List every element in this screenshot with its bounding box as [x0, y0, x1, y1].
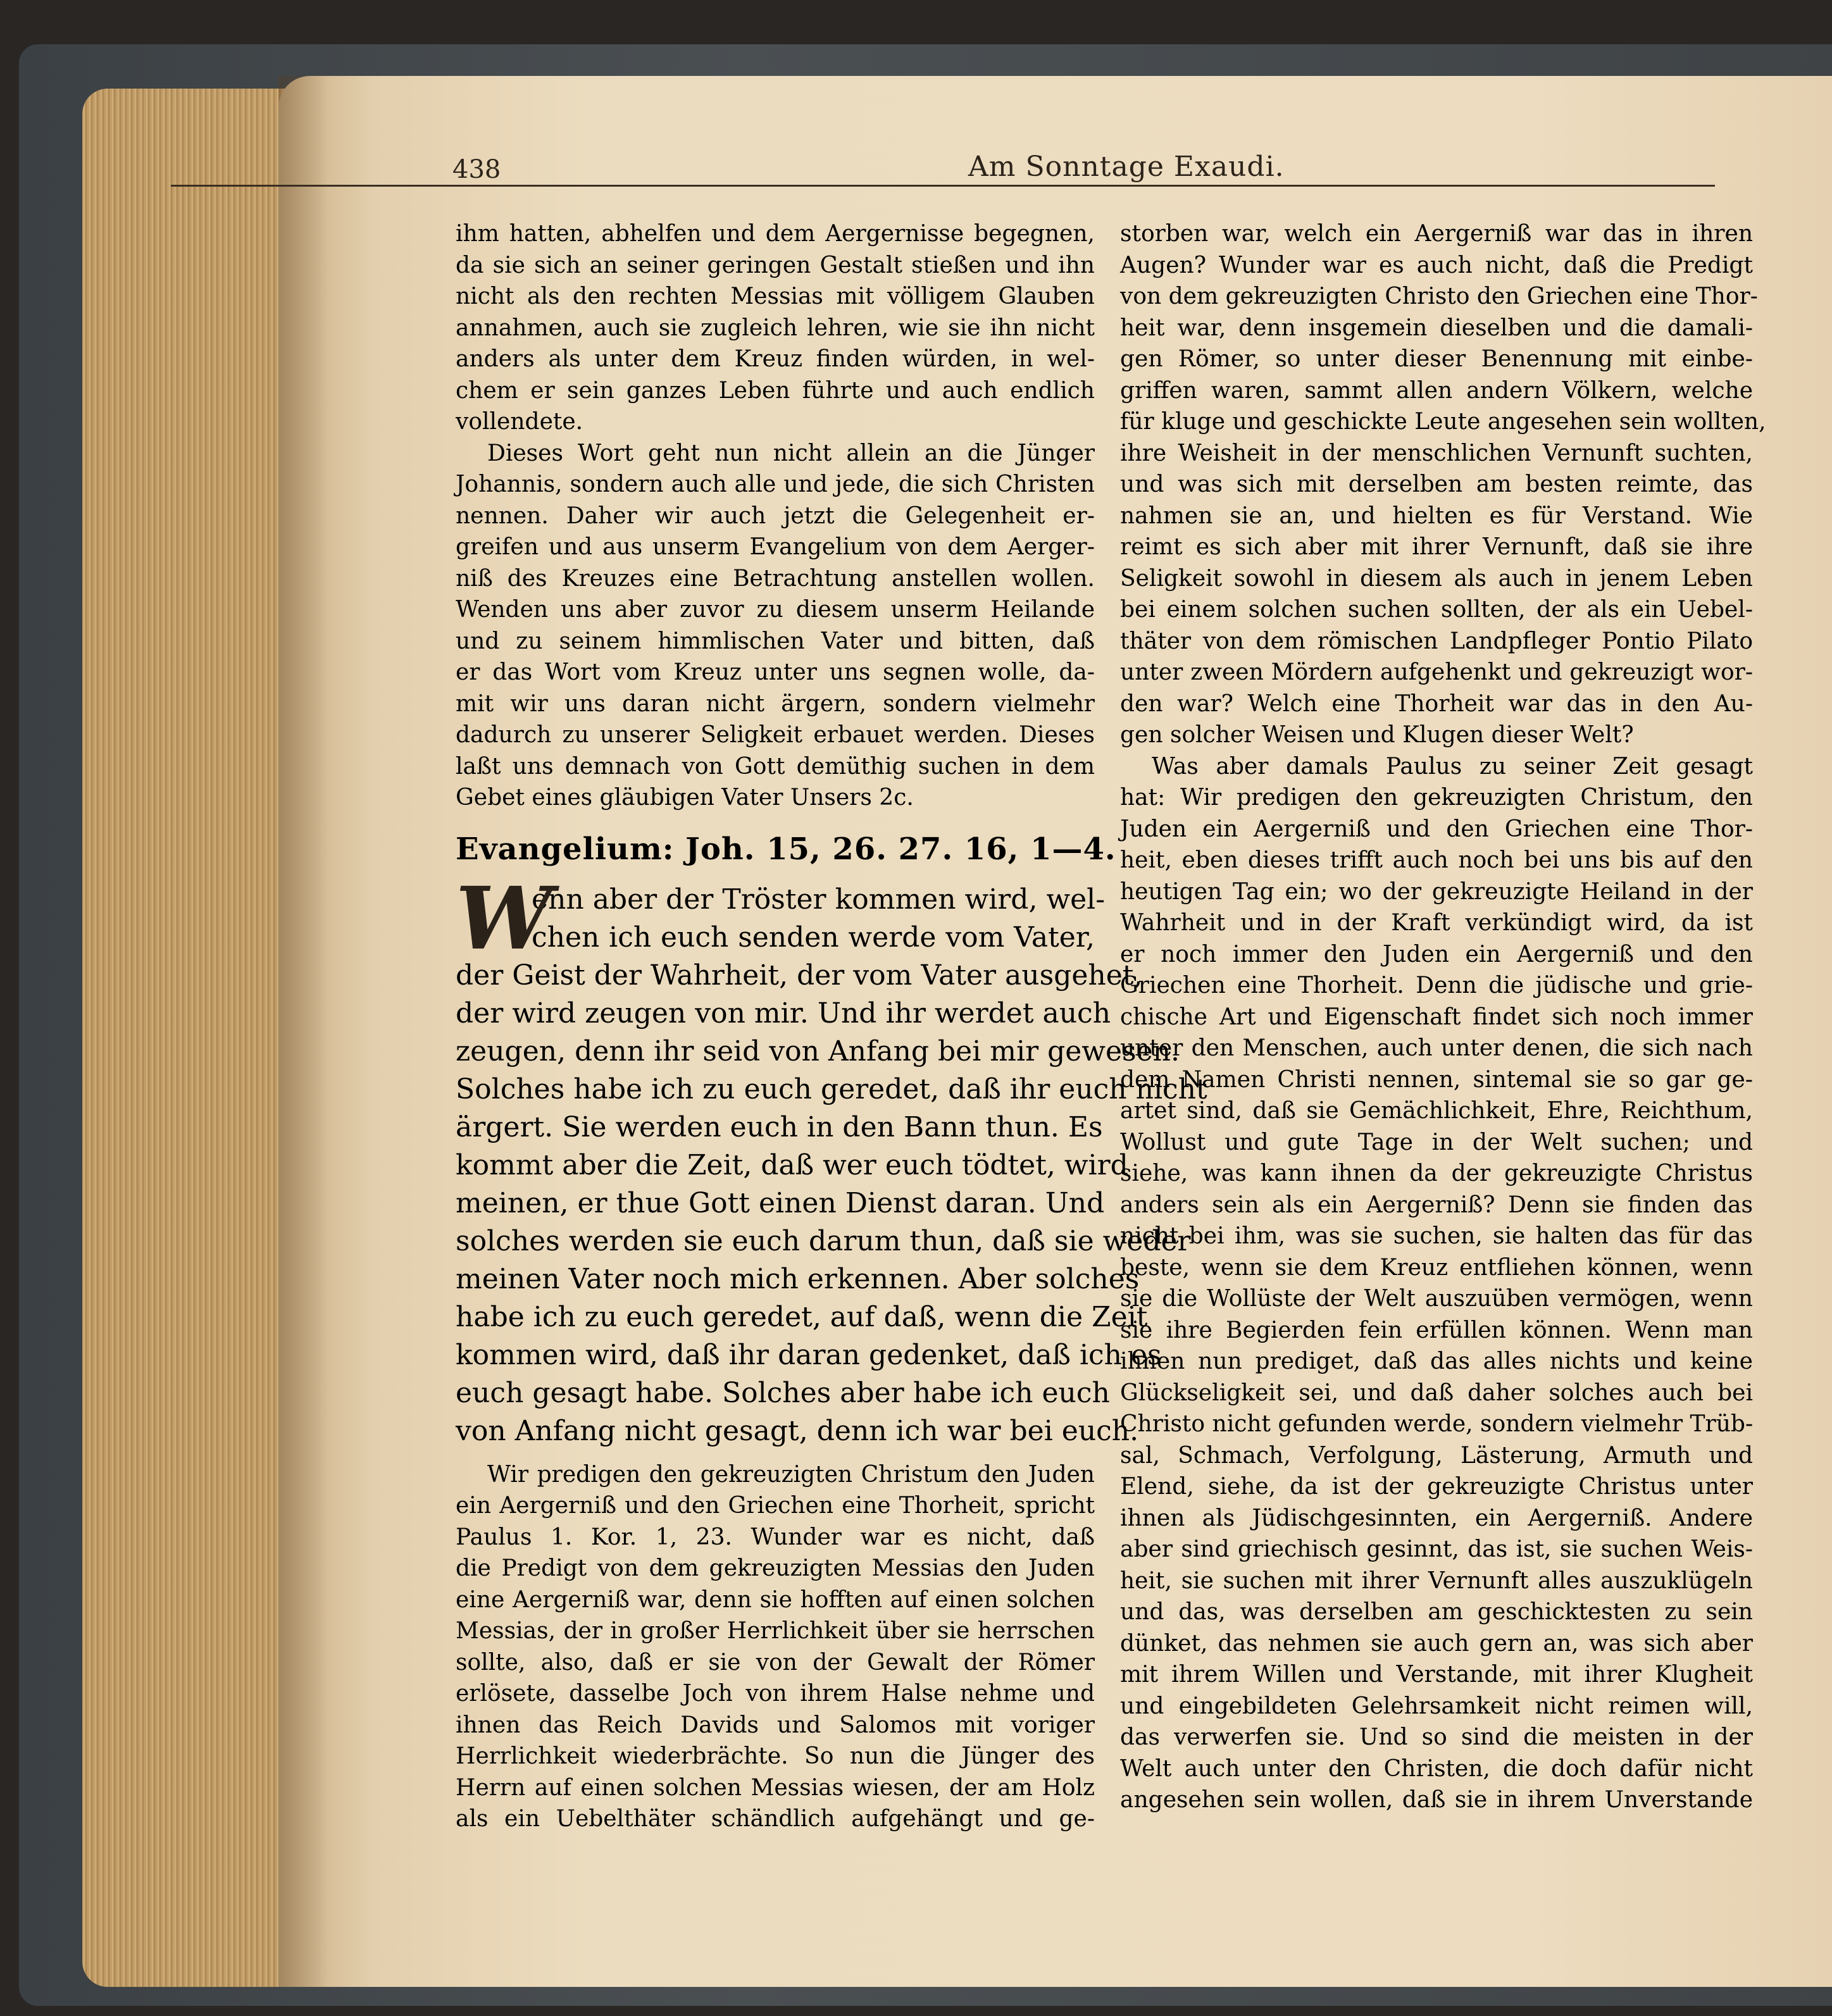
text-line: Griechen eine Thorheit. Denn die jüdische und grie- [1120, 973, 1753, 999]
text-line: anders sein als ein Aergerniß? Denn sie finden das [1120, 1192, 1753, 1218]
text-line: zeugen, denn ihr seid von Anfang bei mir gewesen. [456, 1035, 1180, 1067]
text-line: heutigen Tag ein; wo der gekreuzigte Heiland in der [1120, 878, 1753, 905]
text-line: heit war, denn insgemein dieselben und die damali- [1120, 314, 1753, 341]
gospel-heading: Evangelium: Joh. 15, 26. 27. 16, 1—4. [456, 831, 1116, 867]
text-line: nahmen sie an, und hielten es für Verstand. Wie [1120, 502, 1753, 529]
text-line: heit, eben dieses trifft auch noch bei uns bis auf den [1120, 847, 1753, 873]
text-line: Wollust und gute Tage in der Welt suchen; und [1120, 1129, 1753, 1155]
paragraph-prayer [456, 438, 1095, 814]
gospel-text [456, 868, 1207, 1450]
text-line: Wahrheit und in der Kraft verkündigt wird, da ist [1120, 910, 1753, 936]
text-line: griffen waren, sammt allen andern Völkern, welche [1120, 377, 1753, 404]
text-line: vollendete. [456, 409, 583, 435]
text-line: sollte, also, daß er sie von der Gewalt der Römer [456, 1649, 1095, 1676]
text-line: ein Aergerniß und den Griechen eine Thorheit, spricht [456, 1493, 1095, 1519]
text-line: angesehen sein wollen, daß sie in ihrem Unverstande [1120, 1787, 1753, 1813]
text-line: und was sich mit derselben am besten reimte, das [1120, 471, 1753, 497]
text-line: er noch immer den Juden ein Aergerniß und den [1120, 941, 1753, 968]
text-line: er das Wort vom Kreuz unter uns segnen wolle, da- [456, 659, 1095, 685]
drop-cap: W [456, 868, 552, 969]
text-line: beste, wenn sie dem Kreuz entfliehen können, wenn [1120, 1254, 1753, 1281]
header-rule [171, 185, 1715, 187]
text-line: anders als unter dem Kreuz finden würden, in wel- [456, 346, 1095, 372]
page-number: 438 [452, 155, 501, 184]
running-title: Am Sonntage Exaudi. [968, 151, 1285, 183]
text-line: heit, sie suchen mit ihrer Vernunft alles auszuklügeln [1120, 1567, 1753, 1594]
text-line: erlösete, dasselbe Joch von ihrem Halse nehme und [456, 1681, 1095, 1707]
text-line: gen Römer, so unter dieser Benennung mit einbe- [1120, 346, 1753, 372]
text-line: ihnen das Reich Davids und Salomos mit voriger [456, 1712, 1095, 1738]
text-line: unter den Menschen, auch unter denen, die sich nach [1120, 1035, 1753, 1061]
text-line: Herrn auf einen solchen Messias wiesen, der am Holz [456, 1774, 1095, 1801]
text-line: dadurch zu unserer Seligkeit erbauet werden. Dieses [456, 722, 1095, 748]
text-line: als ein Uebelthäter schändlich aufgehängt und ge- [456, 1806, 1095, 1832]
text-line: dem Namen Christi nennen, sintemal sie so gar ge- [1120, 1066, 1753, 1093]
text-line: Dieses Wort geht nun nicht allein an die Jünger [487, 440, 1095, 466]
text-line: dünket, das nehmen sie auch gern an, was sich aber [1120, 1630, 1753, 1657]
text-line: Was aber damals Paulus zu seiner Zeit gesagt [1152, 753, 1753, 780]
text-line: nennen. Daher wir auch jetzt die Gelegenheit er- [456, 502, 1095, 529]
text-line: chen ich euch senden werde vom Vater, [532, 921, 1095, 954]
text-line: enn aber der Tröster kommen wird, wel- [532, 883, 1106, 916]
text-line: für kluge und geschickte Leute angesehen sein wollten, [1120, 409, 1766, 435]
text-line: sal, Schmach, Verfolgung, Lästerung, Armuth und [1120, 1442, 1753, 1469]
text-line: nicht als den rechten Messias mit völligem Glauben [456, 283, 1095, 309]
text-line: da sie sich an seiner geringen Gestalt stießen und ihn [456, 252, 1095, 278]
right-paragraph-1 [1120, 218, 1766, 751]
text-line: kommen wird, daß ihr daran gedenket, daß ich es [456, 1338, 1162, 1371]
text-line: mit ihrem Willen und Verstande, mit ihrer Klugheit [1120, 1662, 1753, 1688]
text-line: die Predigt von dem gekreuzigten Messias den Juden [456, 1555, 1095, 1581]
text-line: chem er sein ganzes Leben führte und auch endlich [456, 377, 1095, 404]
text-line: hat: Wir predigen den gekreuzigten Christum, den [1120, 785, 1753, 811]
text-line: Juden ein Aergerniß und den Griechen eine Thor- [1120, 816, 1753, 842]
sermon-paragraph [456, 1459, 1095, 1835]
text-line: aber sind griechisch gesinnt, das ist, sie suchen Weis- [1120, 1536, 1753, 1562]
text-line: gen solcher Weisen und Klugen dieser Welt? [1120, 722, 1634, 748]
text-line: chische Art und Eigenschaft findet sich noch immer [1120, 1004, 1753, 1030]
text-line: Herrlichkeit wiederbrächte. So nun die Jünger des [456, 1743, 1095, 1769]
text-line: ihm hatten, abhelfen und dem Aergernisse begegnen, [456, 221, 1095, 247]
text-line: der wird zeugen von mir. Und ihr werdet auch [456, 997, 1111, 1030]
text-line: Augen? Wunder war es auch nicht, daß die Predigt [1120, 252, 1753, 278]
text-line: unter zween Mördern aufgehenkt und gekreuzigt wor- [1120, 659, 1753, 685]
text-line: ihnen als Jüdischgesinnten, ein Aergerniß. Andere [1120, 1505, 1753, 1531]
text-line: reimt es sich aber mit ihrer Vernunft, daß sie ihre [1120, 534, 1753, 560]
text-line: und das, was derselben am geschicktesten zu sein [1120, 1599, 1753, 1625]
text-line: euch gesagt habe. Solches aber habe ich euch [456, 1376, 1110, 1409]
text-line: habe ich zu euch geredet, auf daß, wenn die Zeit [456, 1300, 1148, 1333]
text-line: siehe, was kann ihnen da der gekreuzigte Christus [1120, 1160, 1753, 1186]
right-column [1120, 218, 1766, 1816]
text-line: mit wir uns daran nicht ärgern, sondern vielmehr [456, 690, 1095, 717]
text-line: annahmen, auch sie zugleich lehren, wie sie ihn nicht [456, 314, 1095, 341]
text-line: sie ihre Begierden fein erfüllen können. Wenn man [1120, 1317, 1753, 1343]
text-line: Christo nicht gefunden werde, sondern vielmehr Trüb- [1120, 1411, 1754, 1437]
text-line: ihre Weisheit in der menschlichen Vernunft suchten, [1120, 440, 1753, 466]
text-line: das verwerfen sie. Und so sind die meisten in der [1120, 1724, 1753, 1750]
text-line: ärgert. Sie werden euch in den Bann thun. Es [456, 1111, 1103, 1143]
text-line: bei einem solchen suchen sollten, der als ein Uebel- [1120, 597, 1753, 623]
text-line: Gebet eines gläubigen Vater Unsers 2c. [456, 785, 914, 811]
text-line: kommt aber die Zeit, daß wer euch tödtet, wird [456, 1148, 1128, 1181]
intro-paragraph [456, 218, 1095, 438]
text-line: laßt uns demnach von Gott demüthig suchen in dem [456, 753, 1095, 780]
text-line: der Geist der Wahrheit, der vom Vater ausgehet, [456, 959, 1143, 992]
text-line: ihnen nun prediget, daß das alles nichts und keine [1120, 1348, 1753, 1374]
text-line: Solches habe ich zu euch geredet, daß ihr euch nicht [456, 1073, 1207, 1105]
left-column [456, 218, 1207, 1835]
right-paragraph-2 [1120, 751, 1753, 1816]
text-line: von Anfang nicht gesagt, denn ich war bei euch. [456, 1414, 1139, 1447]
text-line: den war? Welch eine Thorheit war das in den Au- [1120, 690, 1753, 717]
text-line: meinen, er thue Gott einen Dienst daran. Und [456, 1186, 1105, 1219]
text-line: greifen und aus unserm Evangelium von dem Aerger- [456, 534, 1095, 560]
text-line: von dem gekreuzigten Christo den Griechen eine Thor- [1120, 283, 1758, 309]
text-line: niß des Kreuzes eine Betrachtung anstellen wollen. [456, 565, 1095, 592]
text-line: thäter von dem römischen Landpfleger Pontio Pilato [1120, 628, 1753, 654]
text-line: artet sind, daß sie Gemächlichkeit, Ehre, Reichthum, [1120, 1098, 1753, 1124]
text-line: Elend, siehe, da ist der gekreuzigte Christus unter [1120, 1474, 1753, 1500]
text-line: Glückseligkeit sei, und daß daher solches auch bei [1120, 1379, 1753, 1406]
text-line: nicht bei ihm, was sie suchen, sie halten das für das [1120, 1223, 1753, 1249]
text-line: Paulus 1. Kor. 1, 23. Wunder war es nicht, daß [456, 1524, 1095, 1550]
text-line: Messias, der in großer Herrlichkeit über sie herrschen [456, 1618, 1095, 1644]
text-line: solches werden sie euch darum thun, daß sie weder [456, 1224, 1191, 1257]
text-line: Johannis, sondern auch alle und jede, die sich Christen [456, 471, 1095, 497]
text-line: Welt auch unter den Christen, die doch dafür nicht [1120, 1755, 1753, 1782]
text-line: Seligkeit sowohl in diesem als auch in jenem Leben [1120, 565, 1753, 592]
text-line: und eingebildeten Gelehrsamkeit nicht reimen will, [1120, 1693, 1753, 1719]
text-line: storben war, welch ein Aergerniß war das in ihren [1120, 221, 1753, 247]
text-line: Wenden uns aber zuvor zu diesem unserm Heilande [456, 597, 1095, 623]
text-line: meinen Vater noch mich erkennen. Aber solches [456, 1262, 1140, 1295]
gutter-shadow [278, 76, 329, 1987]
text-line: Wir predigen den gekreuzigten Christum den Juden [487, 1461, 1095, 1488]
text-line: eine Aergerniß war, denn sie hofften auf einen solchen [456, 1586, 1095, 1613]
text-line: sie die Wollüste der Welt auszuüben vermögen, wenn [1120, 1286, 1753, 1312]
text-line: und zu seinem himmlischen Vater und bitten, daß [456, 628, 1095, 654]
